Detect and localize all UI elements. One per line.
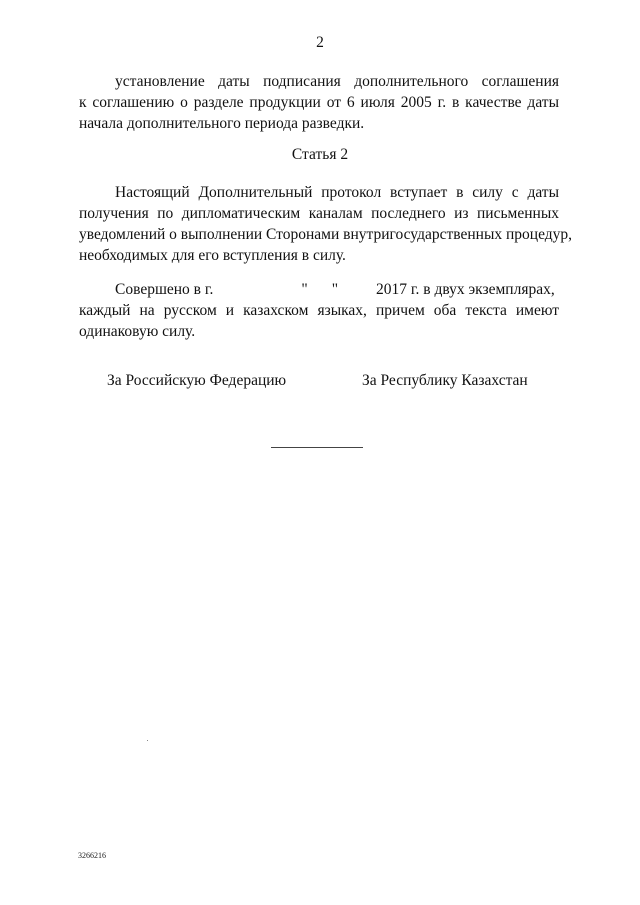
paragraph-line: к соглашению о разделе продукции от 6 июля 2005 г. в качестве даты bbox=[79, 94, 559, 111]
end-rule-divider bbox=[271, 447, 363, 448]
paragraph-line: получения по дипломатическим каналам последнего из письменных bbox=[79, 205, 559, 222]
paragraph-line: уведомлений о выполнении Сторонами внутригосударственных процедур, bbox=[79, 226, 573, 243]
paragraph-entry-into-force bbox=[79, 182, 573, 266]
year-copies-text: 2017 г. в двух экземплярах, bbox=[376, 281, 555, 298]
paragraph-line: Настоящий Дополнительный протокол вступает в силу с даты bbox=[115, 184, 559, 201]
paragraph-done-at bbox=[79, 279, 559, 342]
paragraph-line: необходимых для его вступления в силу. bbox=[79, 247, 346, 264]
paragraph-line bbox=[79, 279, 559, 300]
paragraph-line: начала дополнительного периода разведки. bbox=[79, 115, 365, 132]
page-number: 2 bbox=[316, 34, 324, 51]
paragraph-line: каждый на русском и казахском языках, причем оба текста имеют bbox=[79, 302, 559, 319]
signature-russia: За Российскую Федерацию bbox=[107, 372, 287, 389]
paragraph-line: установление даты подписания дополнительного соглашения bbox=[115, 73, 559, 90]
done-at-text: Совершено в г. bbox=[115, 281, 214, 298]
document-code: 3266216 bbox=[78, 851, 106, 860]
signature-kazakhstan: За Республику Казахстан bbox=[362, 372, 528, 389]
article-heading: Статья 2 bbox=[291, 146, 349, 163]
scan-speck bbox=[147, 740, 148, 741]
quote-close: " bbox=[331, 281, 339, 298]
paragraph-continuation bbox=[79, 71, 559, 134]
paragraph-line: одинаковую силу. bbox=[79, 323, 196, 340]
quote-open: " bbox=[301, 281, 308, 298]
